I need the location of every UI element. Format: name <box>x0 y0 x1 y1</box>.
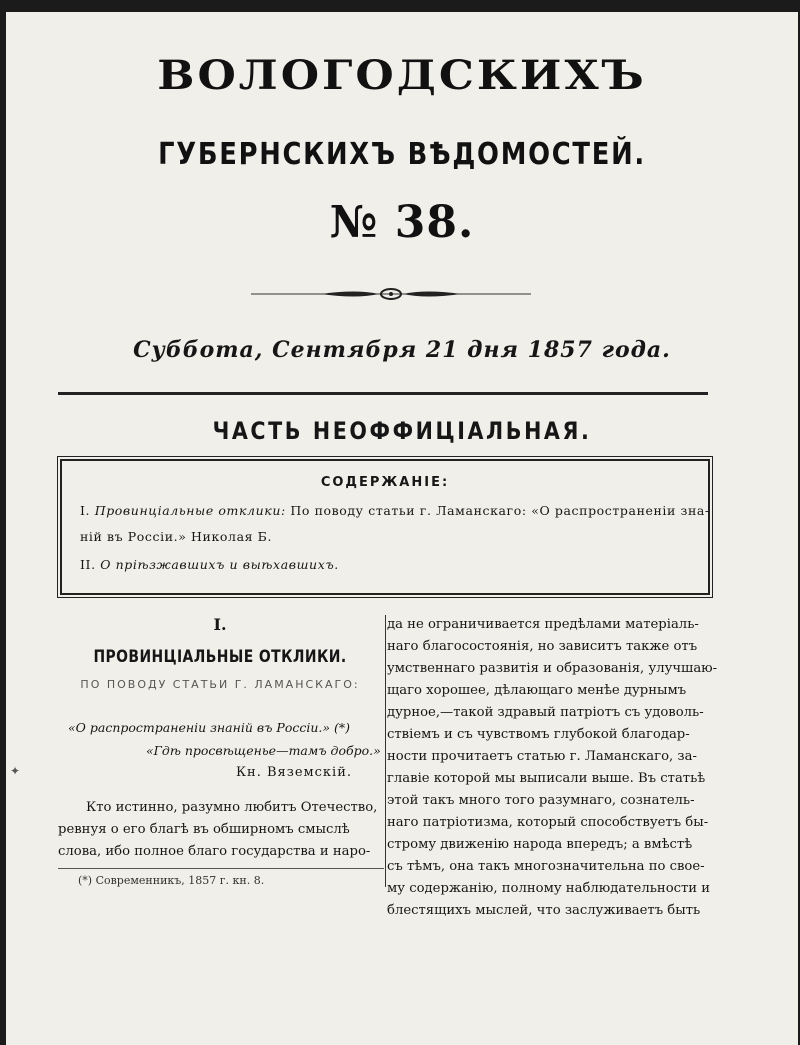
contents-item-section: О пріѣзжавшихъ и выѣхавшихъ. <box>100 557 339 572</box>
article-heading: ПРОВИНЦІАЛЬНЫЕ ОТКЛИКИ. <box>93 647 347 667</box>
footnote-rule <box>58 868 384 869</box>
issue-number: № 38. <box>329 197 475 248</box>
text-line: строму движенію народа впередъ; а вмѣстѣ <box>387 837 693 852</box>
part-title: ЧАСТЬ НЕОФФИЦІАЛЬНАЯ. <box>212 417 592 445</box>
contents-item <box>80 503 710 518</box>
text-line: наго благосостоянія, но зависитъ также отъ <box>387 639 698 654</box>
text-line: умственнаго развитія и образованія, улучшаю- <box>387 661 718 676</box>
text-line: да не ограничивается предѣлами матеріаль- <box>387 617 699 632</box>
article-subheading: ПО ПОВОДУ СТАТЬИ Г. ЛАМАНСКАГО: <box>80 678 360 691</box>
contents-item-section: Провинціальные отклики: <box>94 503 286 518</box>
text-line: дурное,—такой здравый патріотъ съ удоволь- <box>387 705 704 720</box>
section-rule <box>58 392 708 395</box>
contents-item-number: I. <box>80 503 91 518</box>
contents-item-text: ній въ Россіи.» Николая Б. <box>80 529 273 544</box>
text-line: ревнуя о его благѣ въ обширномъ смыслѣ <box>58 822 350 837</box>
text-line: этой такъ много того разумнаго, сознатель- <box>387 793 695 808</box>
article-right-column <box>387 614 718 922</box>
footnote: (*) Современникъ, 1857 г. кн. 8. <box>78 874 265 887</box>
margin-mark: ✦ <box>10 764 21 778</box>
text-line: главіе которой мы выписали выше. Въ статьѣ <box>387 771 706 786</box>
epigraph-line: «О распространеніи знаній въ Россіи.» (*) <box>68 720 351 735</box>
text-line: ности прочитаетъ статью г. Ламанскаго, за- <box>387 749 697 764</box>
masthead-title: ВОЛОГОДСКИХЪ <box>157 52 647 99</box>
text-line: блестящихъ мыслей, что заслуживаетъ быть <box>387 903 701 918</box>
article-number: I. <box>213 615 227 634</box>
text-line: съ тѣмъ, она такъ многозначительна по свое- <box>387 859 705 874</box>
text-line: му содержанію, полному наблюдательности и <box>387 881 711 896</box>
contents-item-number: II. <box>80 557 96 572</box>
issue-date: Суббота, Сентября 21 дня 1857 года. <box>133 337 671 363</box>
contents-item <box>80 557 339 572</box>
column-divider <box>385 615 386 887</box>
contents-item <box>80 529 272 544</box>
article-left-column <box>58 797 382 863</box>
newspaper-page <box>6 12 798 1045</box>
text-line: Кто истинно, разумно любитъ Отечество, <box>86 800 378 815</box>
text-line: щаго хорошее, дѣлающаго менѣе дурнымъ <box>387 683 687 698</box>
contents-box <box>60 459 710 595</box>
contents-heading: СОДЕРЖАНІЕ: <box>320 475 450 490</box>
text-line: слова, ибо полное благо государства и наро- <box>58 844 371 859</box>
text-line: наго патріотизма, который способствуетъ бы- <box>387 815 709 830</box>
epigraph-author: Кн. Вяземскій. <box>236 765 353 780</box>
contents-item-text: По поводу статьи г. Ламанскаго: «О распространеніи зна- <box>285 503 710 518</box>
ornament-divider <box>251 288 531 300</box>
masthead-subtitle: ГУБЕРНСКИХЪ ВѢДОМОСТЕЙ. <box>158 137 646 172</box>
epigraph-line: «Гдѣ просвѣщенье—тамъ добро.» <box>146 743 381 758</box>
text-line: ствіемъ и съ чувствомъ глубокой благодар- <box>387 727 690 742</box>
